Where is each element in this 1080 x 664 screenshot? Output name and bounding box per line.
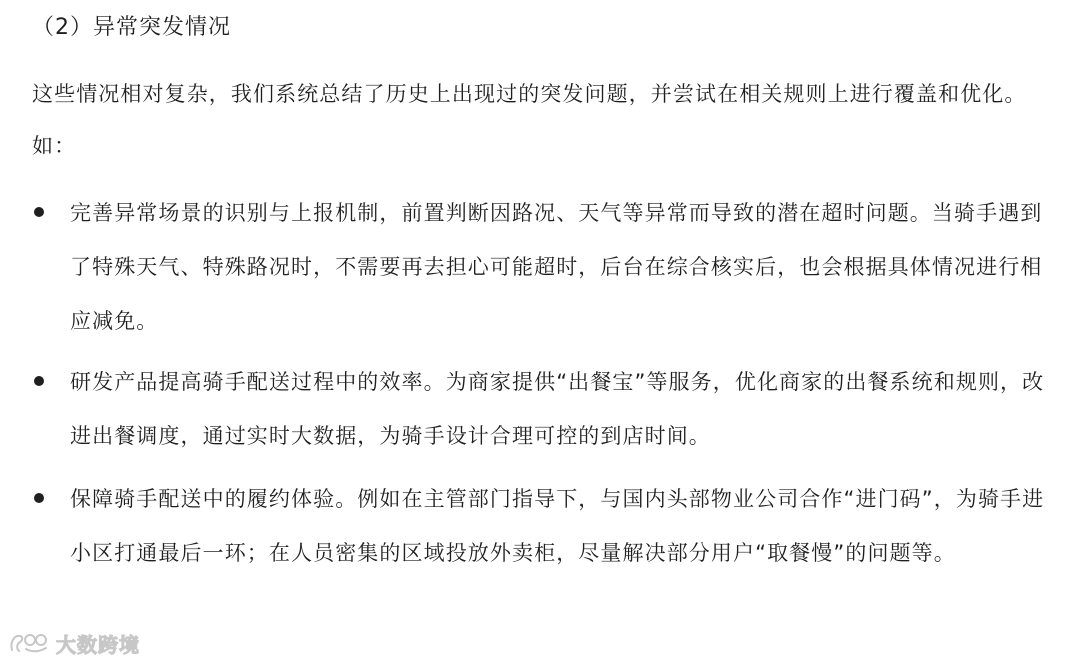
bullet-dot-icon (34, 207, 44, 217)
intro-paragraph: 这些情况相对复杂，我们系统总结了历史上出现过的突发问题，并尝试在相关规则上进行覆盖和优化。如： (32, 82, 1027, 158)
bullet-dot-icon (34, 493, 44, 503)
list-item-text: 保障骑手配送中的履约体验。例如在主管部门指导下，与国内头部物业公司合作“进门码”，为骑手进小区打通最后一环；在人员密集的区域投放外卖柜，尽量解决部分用户“取餐慢”的问题等。 (70, 487, 1045, 565)
watermark (8, 628, 140, 658)
brand-logo-icon (8, 630, 52, 656)
section-heading: （2）异常突发情况 (32, 15, 231, 40)
list-item-text: 研发产品提高骑手配送过程中的效率。为商家提供“出餐宝”等服务，优化商家的出餐系统和规则，改进出餐调度，通过实时大数据，为骑手设计合理可控的到店时间。 (70, 370, 1045, 448)
bullet-dot-icon (34, 376, 44, 386)
list-item-text: 完善异常场景的识别与上报机制，前置判断因路况、天气等异常而导致的潜在超时问题。当骑手遇到了特殊天气、特殊路况时，不需要再去担心可能超时，后台在综合核实后，也会根据具体情况进行相应减免。 (70, 201, 1043, 333)
watermark-text: 大数跨境 (56, 632, 140, 657)
